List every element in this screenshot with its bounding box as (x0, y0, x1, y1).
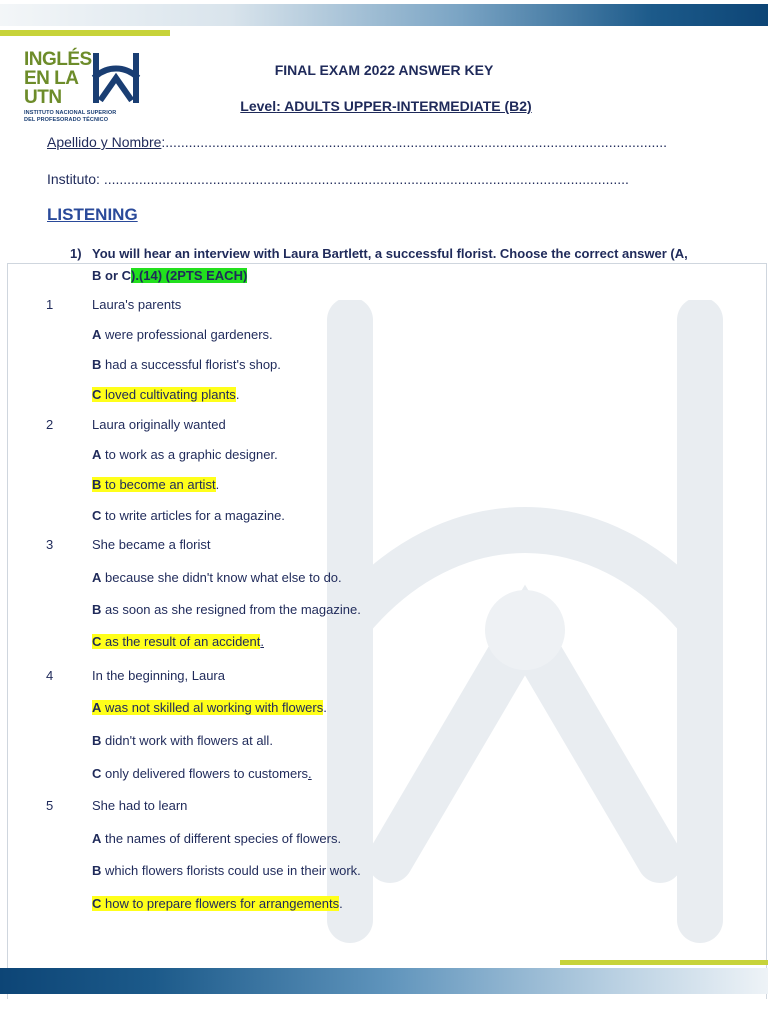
logo-line-3: UTN (24, 87, 62, 108)
bottom-banner-gradient (0, 968, 768, 994)
option-letter: C (92, 896, 102, 911)
option-letter: A (92, 447, 102, 462)
exam-level (2, 98, 768, 114)
option-text: only delivered flowers to customers (101, 766, 309, 781)
institute-field[interactable] (47, 171, 717, 187)
option-c (92, 508, 285, 523)
option-text: because she didn't know what else to do. (101, 570, 342, 585)
name-field[interactable] (47, 134, 717, 150)
option-letter: A (92, 831, 102, 846)
top-banner-gradient (0, 4, 768, 26)
question-stem: She became a florist (92, 537, 211, 552)
option-c (92, 766, 312, 781)
option-text: didn't work with flowers at all. (101, 733, 273, 748)
instruction (70, 243, 730, 287)
option-tail: . (260, 634, 264, 649)
exam-title: FINAL EXAM 2022 ANSWER KEY (274, 62, 494, 78)
option-text: which flowers florists could use in their work. (101, 863, 361, 878)
option-tail: . (308, 766, 312, 781)
option-a (92, 447, 278, 462)
option-tail: . (323, 700, 327, 715)
option-text: was not skilled al working with flowers (101, 700, 324, 715)
option-text: were professional gardeners. (101, 327, 273, 342)
option-letter: B (92, 863, 102, 878)
level-label: Level (240, 98, 277, 114)
option-text: to become an artist (101, 477, 216, 492)
question-stem: She had to learn (92, 798, 188, 813)
logo-subtitle-line-2: DEL PROFESORADO TÉCNICO (24, 117, 109, 123)
question-stem: Laura's parents (92, 297, 182, 312)
option-letter: C (92, 508, 102, 523)
section-heading: LISTENING (47, 205, 138, 224)
points-highlight: ).(14) (2PTS EACH) (131, 268, 248, 283)
top-banner (0, 0, 768, 30)
option-letter: B (92, 733, 102, 748)
option-tail: . (339, 896, 343, 911)
option-tail: . (215, 477, 220, 492)
question-number: 4 (46, 668, 54, 683)
institute-dots: ....................................................................................................................................... (103, 171, 629, 187)
instruction-number: 1) (70, 246, 82, 261)
question-number: 1 (46, 297, 54, 312)
option-c-answer (92, 387, 239, 402)
level-value: : ADULTS UPPER-INTERMEDIATE (B2) (276, 98, 532, 114)
option-letter: A (92, 700, 102, 715)
option-text: as the result of an accident (101, 634, 261, 649)
question-number: 5 (46, 798, 54, 813)
option-letter: B (92, 477, 102, 492)
option-letter: C (92, 766, 102, 781)
option-letter: A (92, 327, 102, 342)
option-b (92, 733, 273, 748)
option-text: the names of different species of flowers. (101, 831, 342, 846)
option-c-answer (92, 634, 264, 649)
option-text: to write articles for a magazine. (101, 508, 285, 523)
question-stem: Laura originally wanted (92, 417, 226, 432)
option-a (92, 570, 342, 585)
question-number: 2 (46, 417, 54, 432)
option-c-answer (92, 896, 343, 911)
question-stem: In the beginning, Laura (92, 668, 225, 683)
instruction-text-2: B or C (92, 268, 131, 283)
bottom-banner (0, 960, 768, 1000)
option-b (92, 602, 361, 617)
utn-emblem-icon (90, 52, 142, 104)
option-text: had a successful florist's shop. (101, 357, 281, 372)
option-a (92, 831, 341, 846)
logo-subtitle-line-1: INSTITUTO NACIONAL SUPERIOR (24, 110, 117, 116)
option-b-answer (92, 477, 219, 492)
option-b (92, 863, 361, 878)
top-lime-stripe (0, 30, 170, 36)
option-text: as soon as she resigned from the magazine. (101, 602, 361, 617)
name-label: Apellido y Nombre (47, 134, 162, 150)
question-number: 3 (46, 537, 54, 552)
option-letter: C (92, 387, 102, 402)
option-b (92, 357, 281, 372)
logo-line-1: INGLÉS (24, 49, 92, 70)
option-letter: B (92, 357, 102, 372)
option-tail: . (235, 387, 240, 402)
institute-label: Instituto: (47, 171, 104, 187)
option-text: how to prepare flowers for arrangements (101, 896, 340, 911)
logo-line-2: EN LA (24, 68, 79, 89)
utn-watermark-icon (290, 300, 760, 960)
bottom-lime-stripe (560, 960, 768, 965)
name-dots: :................................................................................................................................. (161, 134, 668, 150)
option-letter: A (92, 570, 102, 585)
option-letter: B (92, 602, 102, 617)
option-text: loved cultivating plants (101, 387, 236, 402)
instruction-text-1: You will hear an interview with Laura Bartlett, a successful florist. Choose the correct answer (A, (92, 246, 688, 261)
option-letter: C (92, 634, 102, 649)
option-a-answer (92, 700, 327, 715)
option-a (92, 327, 273, 342)
option-text: to work as a graphic designer. (101, 447, 278, 462)
